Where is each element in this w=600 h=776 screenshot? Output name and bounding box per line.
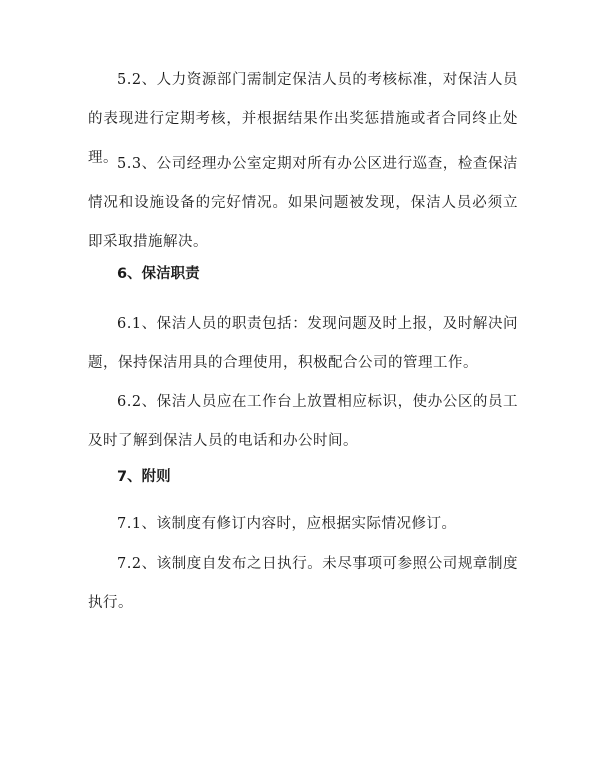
clause-5-3: 5.3、公司经理办公室定期对所有办公区进行巡查，检查保洁情况和设施设备的完好情况。如果问题被发现，保洁人员必须立即采取措施解决。 <box>88 156 518 250</box>
clause-7-2: 7.2、该制度自发布之日执行。未尽事项可参照公司规章制度执行。 <box>88 556 518 611</box>
section-heading-7: 7、附则 <box>117 469 171 485</box>
clause-6-2: 6.2、保洁人员应在工作台上放置相应标识，使办公区的员工及时了解到保洁人员的电话和办公时间。 <box>88 394 518 449</box>
section-heading-6: 6、保洁职责 <box>117 266 200 282</box>
clause-7-1: 7.1、该制度有修订内容时，应根据实际情况修订。 <box>117 516 457 532</box>
clause-5-2: 5.2、人力资源部门需制定保洁人员的考核标准，对保洁人员的表现进行定期考核，并根据结果作出奖惩措施或者合同终止处理。 <box>88 72 518 166</box>
clause-6-1: 6.1、保洁人员的职责包括：发现问题及时上报，及时解决问题，保持保洁用具的合理使用，积极配合公司的管理工作。 <box>88 316 518 371</box>
